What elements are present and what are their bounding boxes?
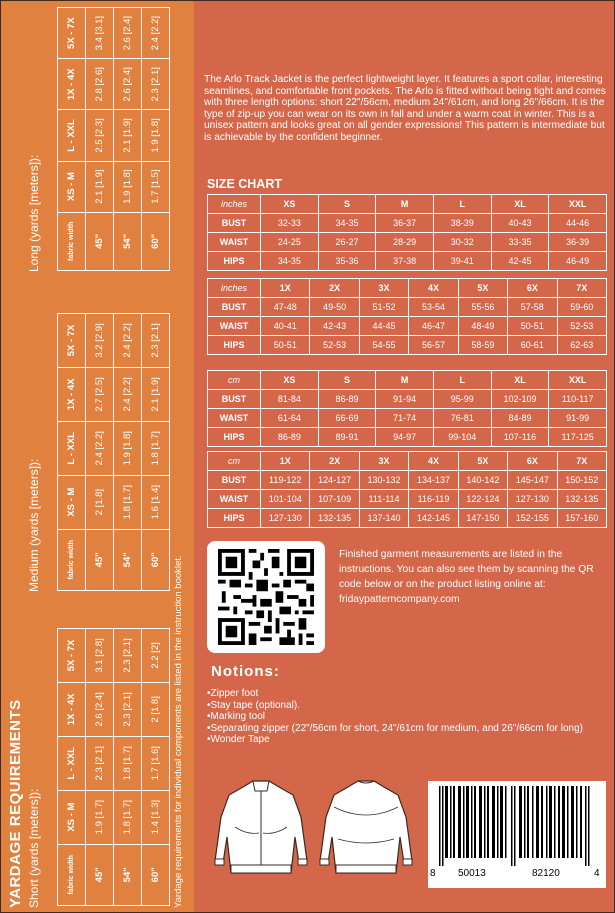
table-cell: 81-84 bbox=[261, 390, 319, 409]
table-cell: BUST bbox=[208, 298, 261, 317]
table-cell: 1.9 [1.8] bbox=[114, 421, 142, 475]
table-cell: 52-53 bbox=[557, 317, 606, 336]
table-cell: fabric width bbox=[58, 212, 86, 270]
table-cell: 124-127 bbox=[310, 471, 359, 490]
table-cell: 40-41 bbox=[261, 317, 310, 336]
table-cell: L - XXL bbox=[58, 736, 86, 790]
pattern-description: The Arlo Track Jacket is the perfect lightweight layer. It features a sport collar, interesting seamlines, and comfortable front pockets. The Arlo is fitted without being tight and comes with three length options: short 22"/56cm, medium 24"/61cm, and long 26"/66cm. It is the type of zip-up you can wear on its own in fall and under a warm coat in winter. This is a unisex pattern and looks great on all gender expressions! This pattern is intermediate but is achievable by the confident beginner. bbox=[204, 74, 606, 143]
table-cell: 28-29 bbox=[376, 233, 434, 252]
table-cell: 60" bbox=[142, 844, 170, 905]
yardage-rotated-block bbox=[1, 1, 194, 912]
table-cell: L - XXL bbox=[58, 110, 86, 161]
barcode-digit: 82120 bbox=[532, 868, 560, 879]
table-cell: 1.8 [1.7] bbox=[114, 736, 142, 790]
table-cell: BUST bbox=[208, 471, 261, 490]
table-row bbox=[208, 317, 607, 336]
table-cell: 47-48 bbox=[261, 298, 310, 317]
size-chart-title: SIZE CHART bbox=[207, 177, 282, 191]
table-cell: 147-150 bbox=[458, 509, 507, 528]
table-cell: 86-89 bbox=[318, 390, 376, 409]
table-cell: 86-89 bbox=[261, 428, 319, 447]
table-cell: 91-94 bbox=[376, 390, 434, 409]
table-cell: 1.9 [1.8] bbox=[142, 110, 170, 161]
jacket-front-illustration bbox=[213, 777, 309, 887]
table-row bbox=[86, 8, 114, 271]
table-cell: 46-49 bbox=[549, 252, 607, 271]
jacket-back-illustration bbox=[318, 777, 414, 887]
table-cell: 2 [1.8] bbox=[86, 475, 114, 529]
table-cell: 60" bbox=[142, 529, 170, 590]
yardage-table-short bbox=[57, 628, 170, 906]
medium-label: Medium (yards [meters]): bbox=[27, 458, 41, 592]
table-row bbox=[208, 452, 607, 471]
table-cell: 130-132 bbox=[359, 471, 408, 490]
table-row bbox=[208, 298, 607, 317]
table-cell: 2.3 [2.1] bbox=[142, 59, 170, 110]
table-cell: 1.8 [1.7] bbox=[114, 475, 142, 529]
table-row bbox=[208, 214, 607, 233]
list-item: • Wonder Tape bbox=[207, 734, 607, 746]
table-cell: 107-116 bbox=[491, 428, 549, 447]
table-cell: 37-38 bbox=[376, 252, 434, 271]
table-cell: 38-39 bbox=[433, 214, 491, 233]
table-cell: 1.8 [1.7] bbox=[114, 790, 142, 844]
table-cell: WAIST bbox=[208, 490, 261, 509]
table-cell: 42-43 bbox=[310, 317, 359, 336]
table-cell: 95-99 bbox=[433, 390, 491, 409]
table-cell: 49-50 bbox=[310, 298, 359, 317]
table-cell: 2.6 [2.4] bbox=[114, 59, 142, 110]
table-cell: 107-109 bbox=[310, 490, 359, 509]
table-cell: 54" bbox=[114, 529, 142, 590]
table-row bbox=[142, 8, 170, 271]
table-cell: 132-135 bbox=[310, 509, 359, 528]
table-cell: 2.3 [2.1] bbox=[86, 736, 114, 790]
table-cell: 122-124 bbox=[458, 490, 507, 509]
table-cell: 3.4 [3.1] bbox=[86, 8, 114, 59]
table-cell: fabric width bbox=[58, 844, 86, 905]
table-cell: 1.7 [1.6] bbox=[142, 736, 170, 790]
table-row bbox=[208, 233, 607, 252]
table-cell: 55-56 bbox=[458, 298, 507, 317]
table-row bbox=[142, 314, 170, 591]
table-row bbox=[208, 390, 607, 409]
table-cell: 2X bbox=[310, 279, 359, 298]
table-cell: 110-117 bbox=[549, 390, 607, 409]
table-cell: 2.7 [2.5] bbox=[86, 367, 114, 421]
table-cell: 157-160 bbox=[557, 509, 606, 528]
table-cell: WAIST bbox=[208, 233, 261, 252]
table-cell: 36-39 bbox=[549, 233, 607, 252]
table-cell: 66-69 bbox=[318, 409, 376, 428]
table-cell: 1X - 4X bbox=[58, 367, 86, 421]
table-cell: XL bbox=[491, 371, 549, 390]
table-cell: M bbox=[376, 195, 434, 214]
table-cell: 2.3 [2.1] bbox=[114, 629, 142, 683]
table-cell: 116-119 bbox=[409, 490, 458, 509]
table-cell: 2.1 [1.9] bbox=[86, 161, 114, 212]
table-cell: 54" bbox=[114, 844, 142, 905]
table-cell: 127-130 bbox=[261, 509, 310, 528]
table-cell: cm bbox=[208, 371, 261, 390]
long-label: Long (yards [meters]): bbox=[27, 154, 41, 272]
table-row bbox=[142, 629, 170, 906]
table-cell: 76-81 bbox=[433, 409, 491, 428]
table-cell: 142-145 bbox=[409, 509, 458, 528]
barcode bbox=[428, 781, 606, 888]
table-cell: XXL bbox=[549, 371, 607, 390]
table-cell: 134-137 bbox=[409, 471, 458, 490]
table-cell: 33-35 bbox=[491, 233, 549, 252]
table-cell: HIPS bbox=[208, 509, 261, 528]
table-cell: 7X bbox=[557, 279, 606, 298]
yardage-table-medium bbox=[57, 313, 170, 591]
barcode-digit: 4 bbox=[594, 868, 600, 879]
yardage-title: YARDAGE REQUIREMENTS bbox=[7, 699, 24, 908]
table-cell: 102-109 bbox=[491, 390, 549, 409]
table-cell: XS - M bbox=[58, 790, 86, 844]
table-cell: 50-51 bbox=[261, 336, 310, 355]
table-cell: 2X bbox=[310, 452, 359, 471]
size-chart-inches-standard bbox=[207, 194, 607, 271]
table-cell: 1X - 4X bbox=[58, 59, 86, 110]
table-cell: 5X - 7X bbox=[58, 8, 86, 59]
barcode-digit: 50013 bbox=[458, 868, 486, 879]
table-cell: 84-89 bbox=[491, 409, 549, 428]
table-cell: 1.9 [1.7] bbox=[86, 790, 114, 844]
table-cell: 5X bbox=[458, 279, 507, 298]
table-cell: 35-36 bbox=[318, 252, 376, 271]
table-cell: 111-114 bbox=[359, 490, 408, 509]
table-row bbox=[114, 8, 142, 271]
table-cell: 58-59 bbox=[458, 336, 507, 355]
table-cell: 1.6 [1.4] bbox=[142, 475, 170, 529]
table-cell: XL bbox=[491, 195, 549, 214]
table-cell: 32-33 bbox=[261, 214, 319, 233]
table-cell: 39-41 bbox=[433, 252, 491, 271]
table-row bbox=[208, 409, 607, 428]
table-cell: 48-49 bbox=[458, 317, 507, 336]
table-cell: fabric width bbox=[58, 529, 86, 590]
table-cell: 119-122 bbox=[261, 471, 310, 490]
list-item: • Marking tool bbox=[207, 711, 607, 723]
table-cell: 42-45 bbox=[491, 252, 549, 271]
list-item: • Separating zipper (22"/56cm for short, 24"/61cm for medium, and 26"/66cm for long) bbox=[207, 723, 607, 735]
table-cell: L bbox=[433, 195, 491, 214]
table-row bbox=[208, 336, 607, 355]
table-cell: 6X bbox=[508, 279, 557, 298]
table-cell: 62-63 bbox=[557, 336, 606, 355]
table-row bbox=[208, 371, 607, 390]
table-row bbox=[208, 279, 607, 298]
table-cell: 56-57 bbox=[409, 336, 458, 355]
qr-code[interactable] bbox=[207, 541, 325, 653]
table-cell: 150-152 bbox=[557, 471, 606, 490]
table-cell: 54-55 bbox=[359, 336, 408, 355]
table-cell: 5X bbox=[458, 452, 507, 471]
table-cell: 46-47 bbox=[409, 317, 458, 336]
table-row bbox=[86, 314, 114, 591]
table-cell: WAIST bbox=[208, 409, 261, 428]
table-cell: 61-64 bbox=[261, 409, 319, 428]
table-cell: 60-61 bbox=[508, 336, 557, 355]
table-cell: 3.2 [2.9] bbox=[86, 314, 114, 368]
list-item: • Stay tape (optional). bbox=[207, 700, 607, 712]
table-cell: 57-58 bbox=[508, 298, 557, 317]
table-cell: 52-53 bbox=[310, 336, 359, 355]
table-cell: cm bbox=[208, 452, 261, 471]
table-cell: 44-46 bbox=[549, 214, 607, 233]
yardage-footnote: Yardage requirements for individual components are listed in the instruction booklet. bbox=[173, 555, 184, 908]
table-cell: 2.3 [2.1] bbox=[114, 682, 142, 736]
table-row bbox=[208, 509, 607, 528]
table-row bbox=[208, 471, 607, 490]
table-cell: 2.1 [1.9] bbox=[142, 367, 170, 421]
yardage-panel bbox=[1, 1, 194, 912]
table-cell: 2.4 [2.2] bbox=[86, 421, 114, 475]
size-chart-inches-plus bbox=[207, 278, 607, 355]
table-cell: 2.6 [2.4] bbox=[86, 682, 114, 736]
table-cell: 5X - 7X bbox=[58, 629, 86, 683]
table-row bbox=[58, 629, 86, 906]
yardage-table-long bbox=[57, 7, 170, 271]
table-cell: 26-27 bbox=[318, 233, 376, 252]
table-cell: 1.7 [1.5] bbox=[142, 161, 170, 212]
table-cell: 2.4 [2.2] bbox=[142, 8, 170, 59]
table-cell: HIPS bbox=[208, 252, 261, 271]
table-cell: XXL bbox=[549, 195, 607, 214]
table-cell: 94-97 bbox=[376, 428, 434, 447]
table-cell: 34-35 bbox=[261, 252, 319, 271]
table-cell: 54" bbox=[114, 212, 142, 270]
list-item: • Zipper foot bbox=[207, 688, 607, 700]
table-cell: 71-74 bbox=[376, 409, 434, 428]
table-cell: 1.9 [1.8] bbox=[114, 161, 142, 212]
table-row bbox=[114, 629, 142, 906]
table-cell: 34-35 bbox=[318, 214, 376, 233]
table-cell: inches bbox=[208, 279, 261, 298]
table-cell: 45" bbox=[86, 212, 114, 270]
table-cell: 2 [1.8] bbox=[142, 682, 170, 736]
table-cell: 50-51 bbox=[508, 317, 557, 336]
table-cell: 1.4 [1.3] bbox=[142, 790, 170, 844]
table-row bbox=[208, 195, 607, 214]
table-cell: WAIST bbox=[208, 317, 261, 336]
table-cell: 1X - 4X bbox=[58, 682, 86, 736]
table-cell: S bbox=[318, 371, 376, 390]
table-cell: S bbox=[318, 195, 376, 214]
table-cell: 60" bbox=[142, 212, 170, 270]
table-cell: 1.8 [1.7] bbox=[142, 421, 170, 475]
barcode-bars bbox=[433, 786, 601, 866]
table-cell: L - XXL bbox=[58, 421, 86, 475]
table-cell: 91-99 bbox=[549, 409, 607, 428]
table-cell: 2.6 [2.4] bbox=[114, 8, 142, 59]
table-cell: 4X bbox=[409, 279, 458, 298]
table-cell: L bbox=[433, 371, 491, 390]
table-cell: 99-104 bbox=[433, 428, 491, 447]
table-cell: 5X - 7X bbox=[58, 314, 86, 368]
table-row bbox=[86, 629, 114, 906]
table-cell: 45" bbox=[86, 529, 114, 590]
table-row bbox=[208, 490, 607, 509]
table-cell: 6X bbox=[508, 452, 557, 471]
table-cell: 1X bbox=[261, 452, 310, 471]
table-cell: 3X bbox=[359, 452, 408, 471]
table-cell: HIPS bbox=[208, 336, 261, 355]
table-row bbox=[208, 428, 607, 447]
finished-measurements-note: Finished garment measurements are listed in the instructions. You can also see them by scanning the QR code below or on the product listing online at: fridaypatterncompany.com bbox=[339, 549, 594, 605]
table-cell: 2.1 [1.9] bbox=[114, 110, 142, 161]
table-cell: XS bbox=[261, 371, 319, 390]
table-cell: inches bbox=[208, 195, 261, 214]
table-cell: 4X bbox=[409, 452, 458, 471]
table-cell: 3X bbox=[359, 279, 408, 298]
notions-title: Notions: bbox=[211, 663, 280, 680]
size-chart-cm-standard bbox=[207, 370, 607, 447]
table-cell: 152-155 bbox=[508, 509, 557, 528]
table-cell: XS - M bbox=[58, 475, 86, 529]
table-cell: 2.3 [2.1] bbox=[142, 314, 170, 368]
table-row bbox=[58, 8, 86, 271]
table-cell: 1X bbox=[261, 279, 310, 298]
table-cell: 2.4 [2.2] bbox=[114, 314, 142, 368]
table-cell: BUST bbox=[208, 214, 261, 233]
table-cell: 44-45 bbox=[359, 317, 408, 336]
table-cell: 2.5 [2.3] bbox=[86, 110, 114, 161]
table-row bbox=[114, 314, 142, 591]
table-cell: 36-37 bbox=[376, 214, 434, 233]
table-cell: 7X bbox=[557, 452, 606, 471]
table-cell: 2.2 [2] bbox=[142, 629, 170, 683]
table-cell: XS - M bbox=[58, 161, 86, 212]
table-cell: 127-130 bbox=[508, 490, 557, 509]
table-cell: 89-91 bbox=[318, 428, 376, 447]
size-chart-cm-plus bbox=[207, 451, 607, 528]
table-cell: 40-43 bbox=[491, 214, 549, 233]
table-cell: 101-104 bbox=[261, 490, 310, 509]
table-cell: 59-60 bbox=[557, 298, 606, 317]
table-cell: 137-140 bbox=[359, 509, 408, 528]
table-cell: M bbox=[376, 371, 434, 390]
qr-code-icon bbox=[217, 549, 315, 645]
table-cell: 53-54 bbox=[409, 298, 458, 317]
table-cell: 132-135 bbox=[557, 490, 606, 509]
short-label: Short (yards [meters]): bbox=[27, 788, 41, 908]
table-row bbox=[208, 252, 607, 271]
table-cell: 51-52 bbox=[359, 298, 408, 317]
table-cell: 117-125 bbox=[549, 428, 607, 447]
table-cell: 3.1 [2.8] bbox=[86, 629, 114, 683]
table-cell: HIPS bbox=[208, 428, 261, 447]
barcode-digit: 8 bbox=[430, 868, 436, 879]
table-cell: 140-142 bbox=[458, 471, 507, 490]
table-cell: 145-147 bbox=[508, 471, 557, 490]
table-cell: 24-25 bbox=[261, 233, 319, 252]
table-cell: BUST bbox=[208, 390, 261, 409]
table-cell: 2.8 [2.6] bbox=[86, 59, 114, 110]
table-cell: 30-32 bbox=[433, 233, 491, 252]
table-cell: 2.4 [2.2] bbox=[114, 367, 142, 421]
table-cell: XS bbox=[261, 195, 319, 214]
table-cell: 45" bbox=[86, 844, 114, 905]
notions-list bbox=[207, 688, 607, 746]
table-row bbox=[58, 314, 86, 591]
